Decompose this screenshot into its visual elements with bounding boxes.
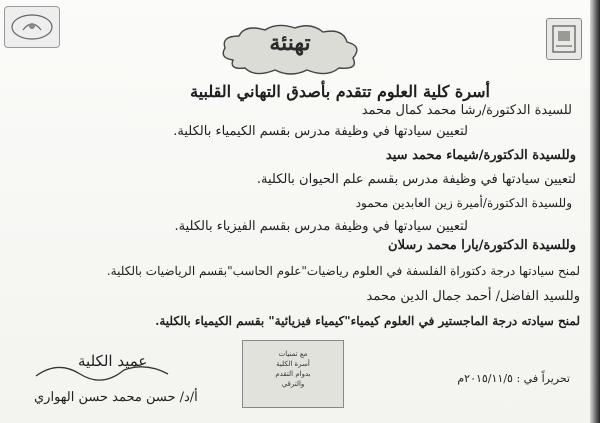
recipient-reason-4: لمنح سيادتها درجة دكتوراة الفلسفة في العلوم رياضيات"علوم الحاسب"بقسم الرياضيات بالكلية. (106, 264, 580, 278)
recipient-reason-2: لتعيين سيادتها في وظيفة مدرس بقسم علم الحيوان بالكلية. (256, 172, 576, 187)
stamp-line-2: أسرة الكلية (276, 360, 310, 368)
dean-title: عميد الكلية (78, 352, 148, 370)
stamp-line-1: مع تمنيات (278, 350, 308, 358)
recipient-reason-5: لمنح سيادته درجة الماجستير في العلوم كيمياء"كيمياء فيزيائية" بقسم الكيمياء بالكلية. (155, 314, 580, 328)
recipient-name-4: وللسيدة الدكتورة/يارا محمد رسلان (388, 238, 576, 253)
recipient-name-5: وللسيد الفاضل/ أحمد جمال الدين محمد (366, 289, 580, 304)
recipient-reason-3: لتعيين سيادتها في وظيفة مدرس بقسم الفيزياء بالكلية. (174, 219, 468, 234)
congratulations-title: تهنئة (269, 30, 311, 56)
recipient-name-1: للسيدة الدكتورة/رشا محمد كمال محمد (361, 103, 572, 118)
greeting-stamp (242, 340, 344, 408)
dean-name: أ/د/ حسن محمد حسن الهواري (34, 390, 198, 405)
main-heading: أسرة كلية العلوم تتقدم بأصدق التهاني القلبية (190, 82, 490, 101)
recipient-name-3: وللسيدة الدكتورة/أميرة زين العابدين محمود (355, 196, 572, 210)
faculty-logo-icon (546, 18, 582, 60)
stamp-line-3: بدوام التقدم (275, 370, 311, 378)
recipient-name-2: وللسيدة الدكتورة/شيماء محمد سيد (385, 148, 576, 163)
university-logo-icon (4, 6, 60, 48)
stamp-line-4: والترقي (281, 380, 305, 388)
scan-edge (590, 0, 600, 423)
recipient-reason-1: لتعيين سيادتها في وظيفة مدرس بقسم الكيمياء بالكلية. (173, 124, 468, 139)
issue-date: تحريراً في : ٢٠١٥/١١/٥م (457, 372, 570, 385)
